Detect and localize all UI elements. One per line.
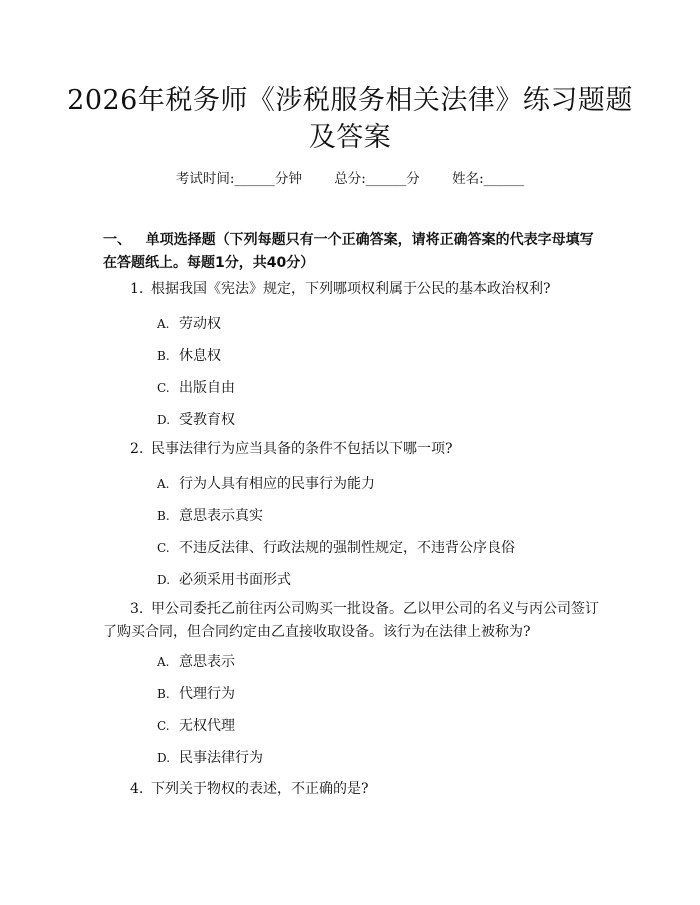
total-score-label: 总分: (334, 171, 366, 187)
option-2b (157, 506, 263, 526)
option-text: 民事法律行为 (179, 750, 263, 766)
question-number: 4. (130, 781, 144, 797)
option-2c (157, 538, 515, 558)
option-text: 不违反法律、行政法规的强制性规定，不违背公序良俗 (179, 540, 515, 556)
section-heading (103, 229, 600, 275)
question-1 (103, 278, 600, 301)
option-text: 休息权 (179, 348, 221, 364)
option-1a (157, 314, 221, 334)
option-text: 受教育权 (179, 412, 235, 428)
exam-time-label: 考试时间: (175, 171, 235, 187)
name-label: 姓名: (452, 171, 484, 187)
exam-time-blank: ______ (234, 171, 275, 187)
section-number: 一、 (103, 232, 131, 248)
option-text: 劳动权 (179, 316, 221, 332)
exam-info-line (0, 167, 700, 187)
exam-time-unit: 分钟 (274, 171, 302, 187)
option-text: 必须采用书面形式 (179, 572, 291, 588)
name-blank: ______ (483, 171, 525, 187)
question-number: 3. (130, 601, 144, 617)
option-letter: A. (157, 655, 170, 669)
option-letter: B. (157, 509, 170, 523)
option-text: 代理行为 (179, 686, 235, 702)
document-title: 2026年税务师《涉税服务相关法律》练习题题及答案 (67, 85, 633, 153)
option-2d (157, 570, 291, 590)
option-text: 出版自由 (179, 380, 235, 396)
section-title: 单项选择题（下列每题只有一个正确答案，请将正确答案的代表字母填写在答题纸上。每题1分，共40分） (103, 232, 594, 271)
option-letter: D. (157, 751, 171, 765)
name-field (452, 167, 524, 187)
option-3a (157, 652, 235, 672)
option-letter: A. (157, 477, 170, 491)
option-letter: B. (157, 687, 170, 701)
option-letter: C. (157, 381, 170, 395)
total-score-unit: 分 (406, 171, 420, 187)
option-3b (157, 684, 235, 704)
option-text: 意思表示真实 (179, 508, 263, 524)
option-text: 无权代理 (179, 718, 235, 734)
question-3 (103, 598, 600, 644)
question-text: 甲公司委托乙前往丙公司购买一批设备。乙以甲公司的名义与丙公司签订了购买合同，但合同约定由乙直接收取设备。该行为在法律上被称为? (103, 601, 599, 640)
option-letter: A. (157, 317, 170, 331)
question-text: 根据我国《宪法》规定，下列哪项权利属于公民的基本政治权利? (151, 281, 551, 297)
question-text: 下列关于物权的表述，不正确的是? (151, 781, 369, 797)
option-2a (157, 474, 375, 494)
question-number: 2. (130, 441, 144, 457)
option-1d (157, 410, 235, 430)
option-letter: C. (157, 719, 170, 733)
question-4 (103, 778, 600, 801)
option-letter: C. (157, 541, 170, 555)
option-3d (157, 748, 263, 768)
option-text: 意思表示 (179, 654, 235, 670)
option-1b (157, 346, 221, 366)
question-2 (103, 438, 600, 461)
exam-time-field (176, 167, 302, 187)
option-text: 行为人具有相应的民事行为能力 (179, 476, 375, 492)
question-number: 1. (130, 281, 144, 297)
option-1c (157, 378, 235, 398)
option-letter: D. (157, 413, 171, 427)
option-3c (157, 716, 235, 736)
total-score-field (334, 167, 420, 187)
option-letter: B. (157, 349, 170, 363)
total-score-blank: ______ (365, 171, 407, 187)
question-text: 民事法律行为应当具备的条件不包括以下哪一项? (151, 441, 453, 457)
option-letter: D. (157, 573, 171, 587)
